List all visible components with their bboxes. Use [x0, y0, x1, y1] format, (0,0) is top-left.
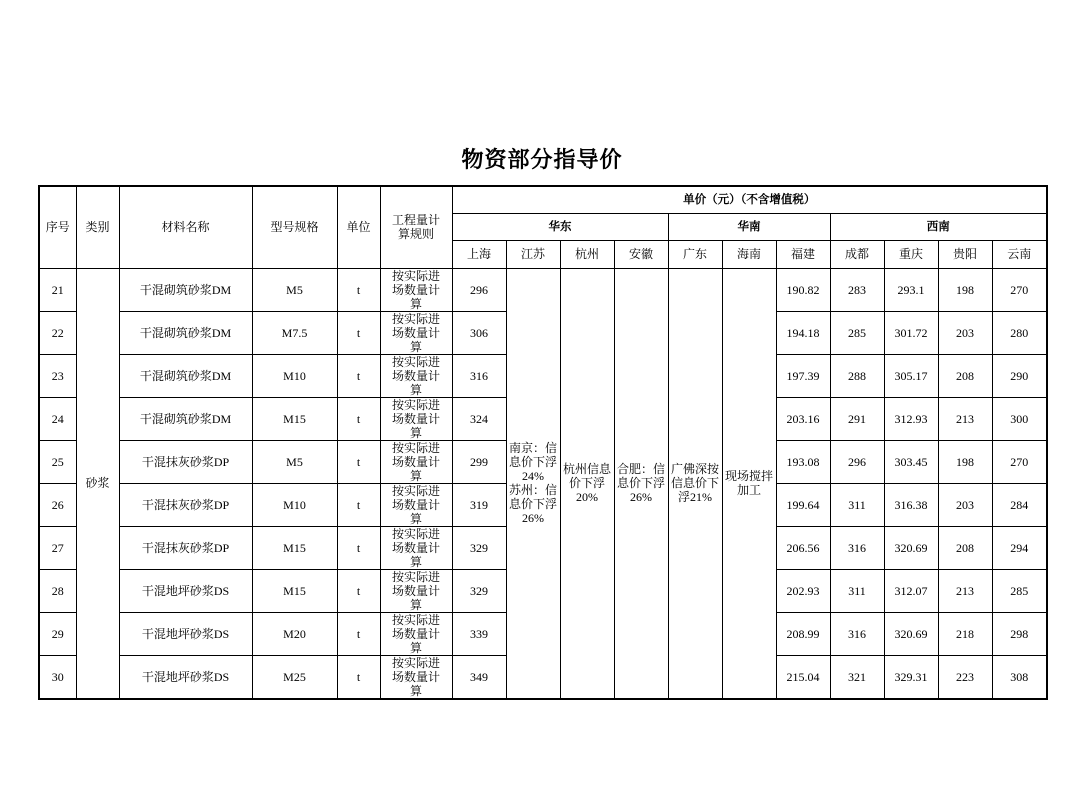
header-seq: 序号	[39, 186, 76, 268]
material-cell: 干混砌筑砂浆DM	[119, 397, 252, 440]
material-cell: 干混砌筑砂浆DM	[119, 311, 252, 354]
seq-cell: 21	[39, 268, 76, 311]
rule-cell: 按实际进场数量计算	[380, 569, 452, 612]
spec-cell: M15	[252, 569, 337, 612]
header-city-shanghai: 上海	[452, 240, 506, 268]
header-category: 类别	[76, 186, 119, 268]
rule-cell: 按实际进场数量计算	[380, 440, 452, 483]
header-city-chengdu: 成都	[830, 240, 884, 268]
header-region-southwest: 西南	[830, 213, 1047, 240]
header-row-1	[39, 186, 1047, 213]
unit-cell: t	[337, 268, 380, 311]
price-chengdu: 316	[830, 526, 884, 569]
price-chongqing: 303.45	[884, 440, 938, 483]
table-body	[39, 268, 1047, 699]
price-chengdu: 291	[830, 397, 884, 440]
unit-cell: t	[337, 483, 380, 526]
seq-cell: 24	[39, 397, 76, 440]
price-guiyang: 203	[938, 483, 992, 526]
price-guiyang: 208	[938, 354, 992, 397]
rule-cell: 按实际进场数量计算	[380, 354, 452, 397]
note-anhui: 合肥：信息价下浮26%	[614, 268, 668, 699]
price-chengdu: 311	[830, 569, 884, 612]
note-hangzhou: 杭州信息价下浮20%	[560, 268, 614, 699]
price-yunnan: 300	[992, 397, 1047, 440]
price-fujian: 208.99	[776, 612, 830, 655]
price-shanghai: 296	[452, 268, 506, 311]
price-chengdu: 311	[830, 483, 884, 526]
note-guangdong: 广佛深按信息价下浮21%	[668, 268, 722, 699]
seq-cell: 26	[39, 483, 76, 526]
unit-cell: t	[337, 311, 380, 354]
price-fujian: 202.93	[776, 569, 830, 612]
price-yunnan: 298	[992, 612, 1047, 655]
price-guiyang: 223	[938, 655, 992, 699]
price-shanghai: 316	[452, 354, 506, 397]
category-cell: 砂浆	[76, 268, 119, 699]
price-chongqing: 316.38	[884, 483, 938, 526]
header-city-chongqing: 重庆	[884, 240, 938, 268]
price-chongqing: 329.31	[884, 655, 938, 699]
table-header	[39, 186, 1047, 268]
price-chengdu: 288	[830, 354, 884, 397]
price-chongqing: 312.07	[884, 569, 938, 612]
header-region-south: 华南	[668, 213, 830, 240]
spec-cell: M7.5	[252, 311, 337, 354]
seq-cell: 23	[39, 354, 76, 397]
price-fujian: 194.18	[776, 311, 830, 354]
price-fujian: 193.08	[776, 440, 830, 483]
price-guiyang: 198	[938, 440, 992, 483]
price-fujian: 206.56	[776, 526, 830, 569]
price-guiyang: 203	[938, 311, 992, 354]
price-chongqing: 305.17	[884, 354, 938, 397]
spec-cell: M15	[252, 397, 337, 440]
unit-cell: t	[337, 655, 380, 699]
price-fujian: 197.39	[776, 354, 830, 397]
price-guiyang: 218	[938, 612, 992, 655]
price-chongqing: 320.69	[884, 526, 938, 569]
header-city-guangdong: 广东	[668, 240, 722, 268]
header-city-fujian: 福建	[776, 240, 830, 268]
price-chengdu: 296	[830, 440, 884, 483]
rule-cell: 按实际进场数量计算	[380, 612, 452, 655]
note-hainan: 现场搅拌加工	[722, 268, 776, 699]
header-city-anhui: 安徽	[614, 240, 668, 268]
price-guiyang: 213	[938, 397, 992, 440]
seq-cell: 27	[39, 526, 76, 569]
header-rule: 工程量计算规则	[380, 186, 452, 268]
price-yunnan: 285	[992, 569, 1047, 612]
price-yunnan: 270	[992, 268, 1047, 311]
unit-cell: t	[337, 526, 380, 569]
spec-cell: M20	[252, 612, 337, 655]
price-shanghai: 329	[452, 569, 506, 612]
price-shanghai: 349	[452, 655, 506, 699]
seq-cell: 25	[39, 440, 76, 483]
price-fujian: 203.16	[776, 397, 830, 440]
header-city-hainan: 海南	[722, 240, 776, 268]
price-shanghai: 339	[452, 612, 506, 655]
price-chengdu: 283	[830, 268, 884, 311]
header-spec: 型号规格	[252, 186, 337, 268]
price-shanghai: 306	[452, 311, 506, 354]
unit-cell: t	[337, 397, 380, 440]
rule-cell: 按实际进场数量计算	[380, 397, 452, 440]
price-yunnan: 280	[992, 311, 1047, 354]
rule-cell: 按实际进场数量计算	[380, 526, 452, 569]
price-fujian: 215.04	[776, 655, 830, 699]
note-jiangsu-line: 南京：信息价下浮24%	[508, 441, 557, 483]
price-chengdu: 321	[830, 655, 884, 699]
header-price-group: 单价（元）（不含增值税）	[452, 186, 1047, 213]
price-yunnan: 308	[992, 655, 1047, 699]
spec-cell: M5	[252, 268, 337, 311]
price-shanghai: 299	[452, 440, 506, 483]
price-yunnan: 294	[992, 526, 1047, 569]
note-jiangsu	[506, 268, 560, 699]
unit-cell: t	[337, 569, 380, 612]
price-chongqing: 312.93	[884, 397, 938, 440]
material-cell: 干混地坪砂浆DS	[119, 612, 252, 655]
note-jiangsu-line: 苏州：信息价下浮26%	[508, 483, 557, 525]
material-cell: 干混砌筑砂浆DM	[119, 354, 252, 397]
unit-cell: t	[337, 440, 380, 483]
price-chongqing: 320.69	[884, 612, 938, 655]
price-chongqing: 293.1	[884, 268, 938, 311]
material-cell: 干混地坪砂浆DS	[119, 655, 252, 699]
price-chengdu: 285	[830, 311, 884, 354]
header-region-east: 华东	[452, 213, 668, 240]
material-cell: 干混抹灰砂浆DP	[119, 483, 252, 526]
price-guiyang: 208	[938, 526, 992, 569]
material-cell: 干混抹灰砂浆DP	[119, 440, 252, 483]
material-cell: 干混砌筑砂浆DM	[119, 268, 252, 311]
price-yunnan: 290	[992, 354, 1047, 397]
price-chengdu: 316	[830, 612, 884, 655]
rule-cell: 按实际进场数量计算	[380, 268, 452, 311]
price-chongqing: 301.72	[884, 311, 938, 354]
spec-cell: M10	[252, 483, 337, 526]
spec-cell: M10	[252, 354, 337, 397]
price-shanghai: 329	[452, 526, 506, 569]
rule-cell: 按实际进场数量计算	[380, 483, 452, 526]
header-unit: 单位	[337, 186, 380, 268]
unit-cell: t	[337, 612, 380, 655]
price-yunnan: 270	[992, 440, 1047, 483]
seq-cell: 30	[39, 655, 76, 699]
seq-cell: 28	[39, 569, 76, 612]
header-city-jiangsu: 江苏	[506, 240, 560, 268]
unit-cell: t	[337, 354, 380, 397]
header-city-hangzhou: 杭州	[560, 240, 614, 268]
price-yunnan: 284	[992, 483, 1047, 526]
rule-cell: 按实际进场数量计算	[380, 655, 452, 699]
table-row	[39, 268, 1047, 311]
price-fujian: 190.82	[776, 268, 830, 311]
price-shanghai: 319	[452, 483, 506, 526]
price-fujian: 199.64	[776, 483, 830, 526]
spec-cell: M5	[252, 440, 337, 483]
header-city-yunnan: 云南	[992, 240, 1047, 268]
header-city-guiyang: 贵阳	[938, 240, 992, 268]
spec-cell: M25	[252, 655, 337, 699]
header-material: 材料名称	[119, 186, 252, 268]
spec-cell: M15	[252, 526, 337, 569]
price-guiyang: 198	[938, 268, 992, 311]
material-cell: 干混抹灰砂浆DP	[119, 526, 252, 569]
price-guiyang: 213	[938, 569, 992, 612]
price-shanghai: 324	[452, 397, 506, 440]
rule-cell: 按实际进场数量计算	[380, 311, 452, 354]
page-title: 物资部分指导价	[461, 147, 623, 172]
seq-cell: 29	[39, 612, 76, 655]
price-table	[38, 185, 1048, 700]
material-cell: 干混地坪砂浆DS	[119, 569, 252, 612]
seq-cell: 22	[39, 311, 76, 354]
